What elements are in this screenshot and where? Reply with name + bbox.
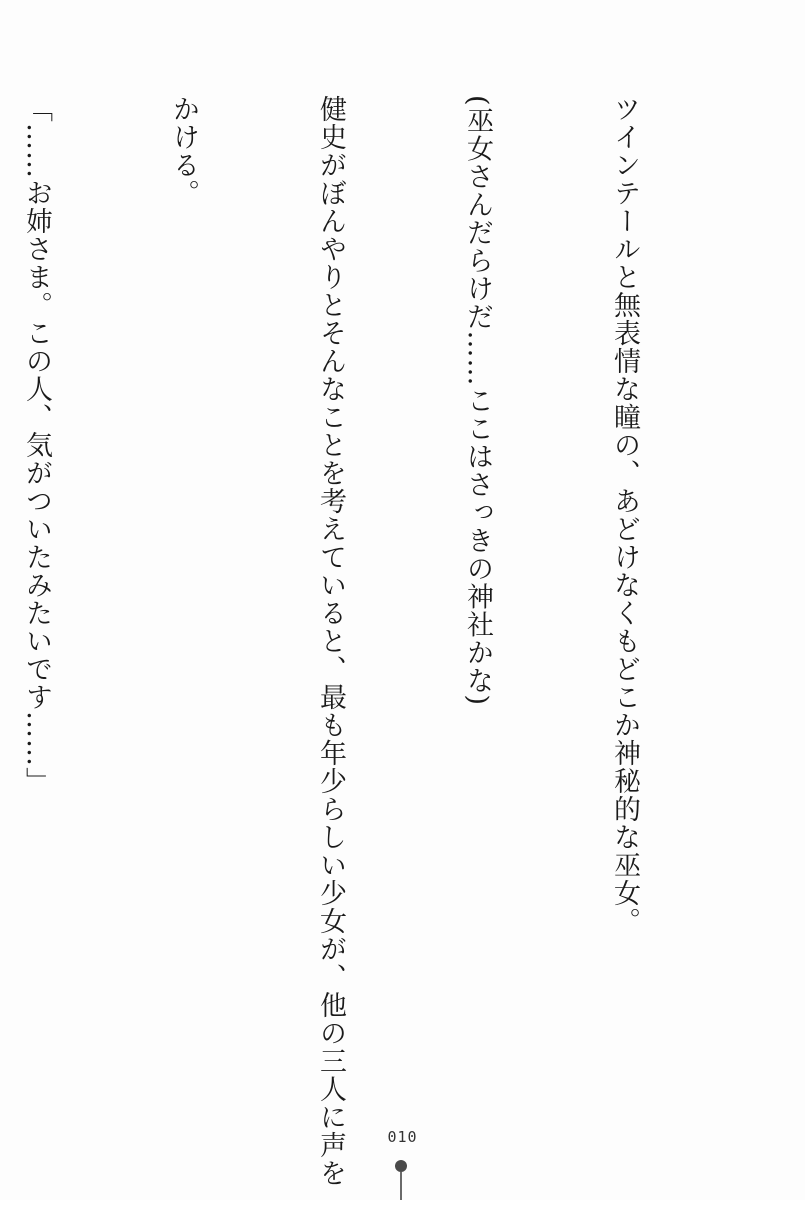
- text-line: かける。: [168, 95, 199, 207]
- text-line: ツインテールと無表情な瞳の、あどけなくもどこか神秘的な巫女。: [609, 95, 640, 935]
- text-line: (巫女さんだらけだ……ここはさっきの神社かな): [462, 95, 493, 707]
- page-marker-stem: [400, 1172, 402, 1200]
- page-marker-dot: [395, 1160, 407, 1172]
- text-line: 「……お姉さま。この人、気がついたみたいです……」: [21, 95, 52, 795]
- page-number: 010: [387, 1128, 418, 1146]
- text-line: 健史がぼんやりとそんなことを考えていると、最も年少らしい少女が、他の三人に声を: [315, 95, 346, 1187]
